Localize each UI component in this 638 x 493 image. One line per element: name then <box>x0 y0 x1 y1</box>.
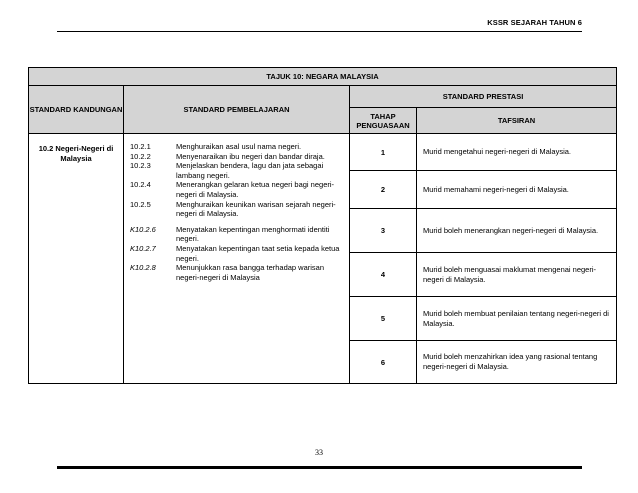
item-text: Menyatakan kepentingan menghormati identiti negeri. <box>176 224 330 244</box>
tahap-level-1: 1 <box>350 134 417 171</box>
header-tafsiran: TAFSIRAN <box>417 108 617 134</box>
item-text: Menunjukkan rasa bangga terhadap warisan negeri-negeri di Malaysia <box>176 263 325 282</box>
header-standard-prestasi: STANDARD PRESTASI <box>350 86 617 108</box>
item-text: Menghuraikan asal usul nama negeri. <box>176 142 302 151</box>
list-item <box>130 200 345 219</box>
tafsiran-1: Murid mengetahui negeri-negeri di Malaysia. <box>417 134 617 171</box>
tafsiran-4: Murid boleh menguasai maklumat mengenai negeri-negeri di Malaysia. <box>417 253 617 297</box>
item-code: 10.2.2 <box>130 151 151 161</box>
header-standard-pembelajaran: STANDARD PEMBELAJARAN <box>124 86 350 134</box>
standard-pembelajaran-cell <box>124 134 350 384</box>
item-text: Menghuraikan keunikan warisan sejarah negeri-negeri di Malaysia. <box>176 199 336 219</box>
item-code: 10.2.3 <box>130 161 151 171</box>
document-header-title: KSSR SEJARAH TAHUN 6 <box>487 18 582 27</box>
item-text: Menerangkan gelaran ketua negeri bagi negeri-negeri di Malaysia. <box>176 180 335 199</box>
tafsiran-2: Murid memahami negeri-negeri di Malaysia. <box>417 171 617 209</box>
list-item <box>130 161 345 180</box>
table-title: TAJUK 10: NEGARA MALAYSIA <box>29 68 617 86</box>
tafsiran-3: Murid boleh menerangkan negeri-negeri di Malaysia. <box>417 209 617 253</box>
item-code: 10.2.5 <box>130 199 151 209</box>
page-number: 33 <box>315 448 323 457</box>
list-item <box>130 225 345 244</box>
tahap-level-5: 5 <box>350 297 417 341</box>
header-tahap-penguasaan: TAHAP PENGUASAAN <box>350 108 417 134</box>
tahap-level-4: 4 <box>350 253 417 297</box>
header-standard-kandungan: STANDARD KANDUNGAN <box>29 86 124 134</box>
list-item <box>130 180 345 199</box>
item-text: Menyenaraikan ibu negeri dan bandar diraja. <box>176 151 325 161</box>
item-code: K10.2.8 <box>130 263 156 273</box>
pembelajaran-list <box>130 142 345 282</box>
tahap-level-2: 2 <box>350 171 417 209</box>
tafsiran-6: Murid boleh menzahirkan idea yang rasional tentang negeri-negeri di Malaysia. <box>417 341 617 384</box>
list-item <box>130 244 345 263</box>
item-code: 10.2.1 <box>130 142 151 151</box>
standard-kandungan-cell: 10.2 Negeri-Negeri di Malaysia <box>29 134 124 384</box>
footer-rule <box>57 466 582 469</box>
item-text: Menyatakan kepentingan taat setia kepada ketua negeri. <box>176 243 340 263</box>
list-item <box>130 152 345 162</box>
item-code: K10.2.7 <box>130 243 156 253</box>
list-item <box>130 263 345 282</box>
tahap-level-6: 6 <box>350 341 417 384</box>
standards-table <box>28 67 617 384</box>
item-code: 10.2.4 <box>130 180 151 190</box>
list-item <box>130 142 345 152</box>
item-text: Menjelaskan bendera, lagu dan jata sebagai lambang negeri. <box>176 161 324 180</box>
header-rule <box>57 31 582 32</box>
tafsiran-5: Murid boleh membuat penilaian tentang negeri-negeri di Malaysia. <box>417 297 617 341</box>
item-code: K10.2.6 <box>130 224 156 234</box>
tahap-level-3: 3 <box>350 209 417 253</box>
